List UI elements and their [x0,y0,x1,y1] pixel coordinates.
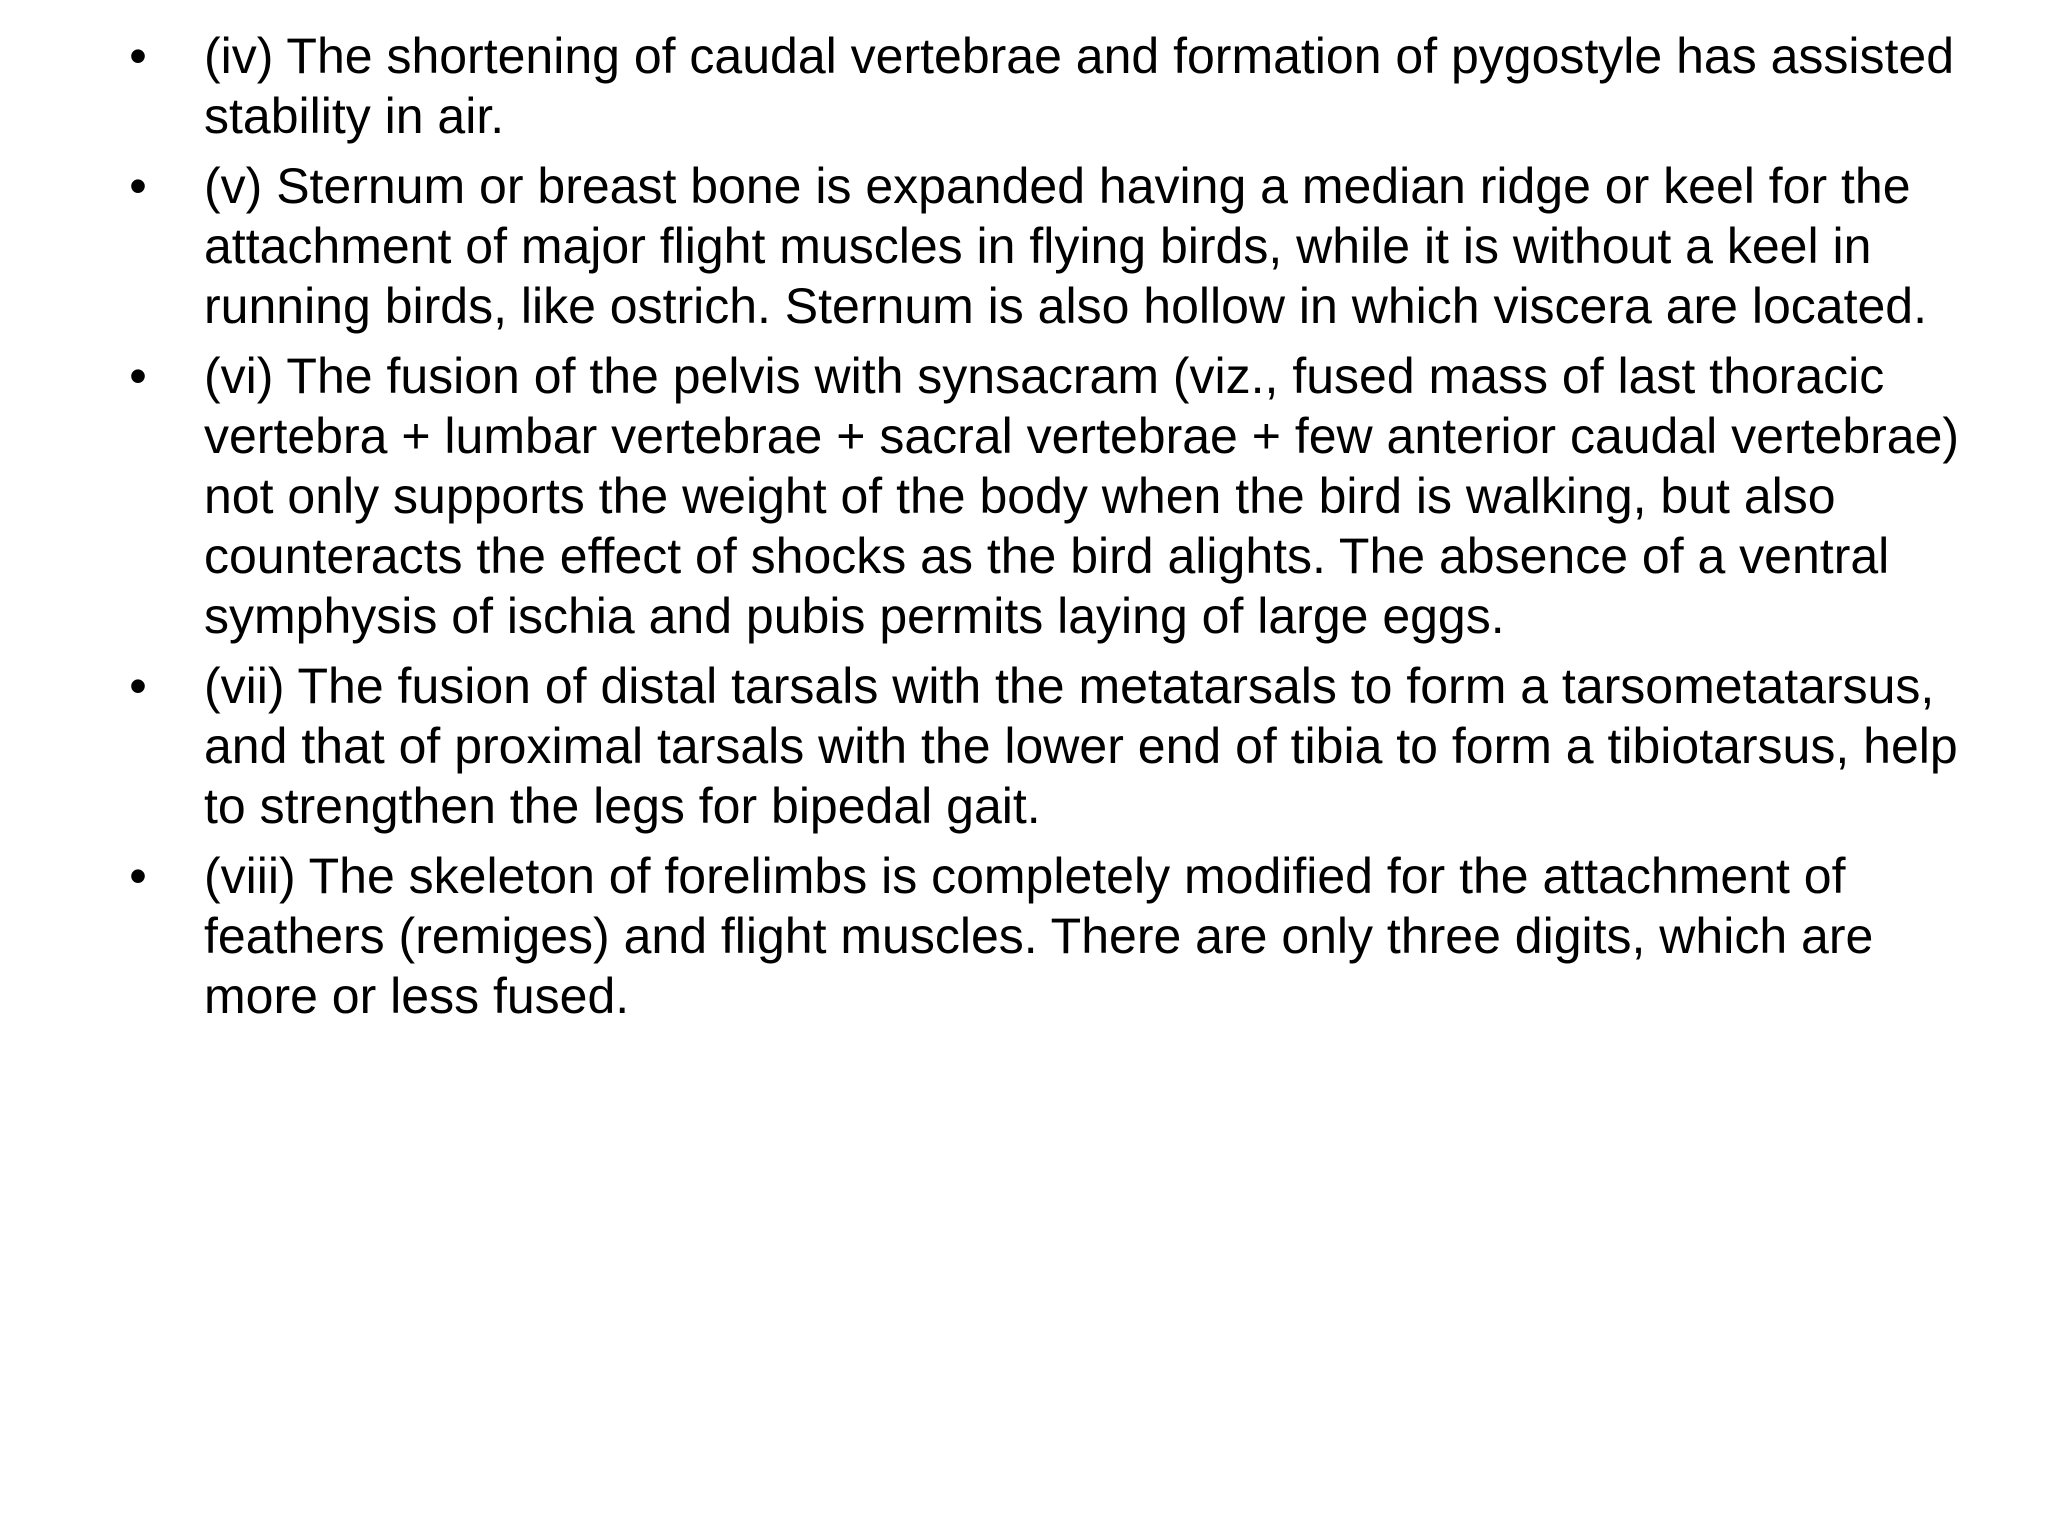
bullet-icon: • [129,158,147,214]
bullet-item-viii [118,846,1988,1026]
bullet-icon: • [129,658,147,714]
bullet-item-iv [118,26,1988,146]
bullet-icon: • [129,28,147,84]
bullet-text: (v) Sternum or breast bone is expanded having a median ridge or keel for the attachment of major flight muscles in flying birds, while it is without a keel in running birds, like ostrich. Sternum is also hollow in which viscera are located. [204,158,1927,334]
bullet-text: (viii) The skeleton of forelimbs is completely modified for the attachment of feathers (remiges) and flight muscles. There are only three digits, which are more or less fused. [204,848,1874,1024]
bullet-icon: • [129,348,147,404]
bullet-text: (vii) The fusion of distal tarsals with the metatarsals to form a tarsometatarsus, and that of proximal tarsals with the lower end of tibia to form a tibiotarsus, help to strengthen the legs for bipedal gait. [204,658,1958,834]
bullet-item-vii [118,656,1988,836]
bullet-text: (vi) The fusion of the pelvis with synsacram (viz., fused mass of last thoracic vertebra + lumbar vertebrae + sacral vertebrae + few anterior caudal vertebrae) not only supports the weight of the body when the bird is walking, but also counteracts the effect of shocks as the bird alights. The absence of a ventral symphysis of ischia and pubis permits laying of large eggs. [204,348,1960,644]
bullet-icon: • [129,848,147,904]
bullet-item-vi [118,346,1988,646]
bullet-item-v [118,156,1988,336]
bullet-list [118,26,1988,1036]
bullet-text: (iv) The shortening of caudal vertebrae and formation of pygostyle has assisted stability in air. [204,28,1955,144]
